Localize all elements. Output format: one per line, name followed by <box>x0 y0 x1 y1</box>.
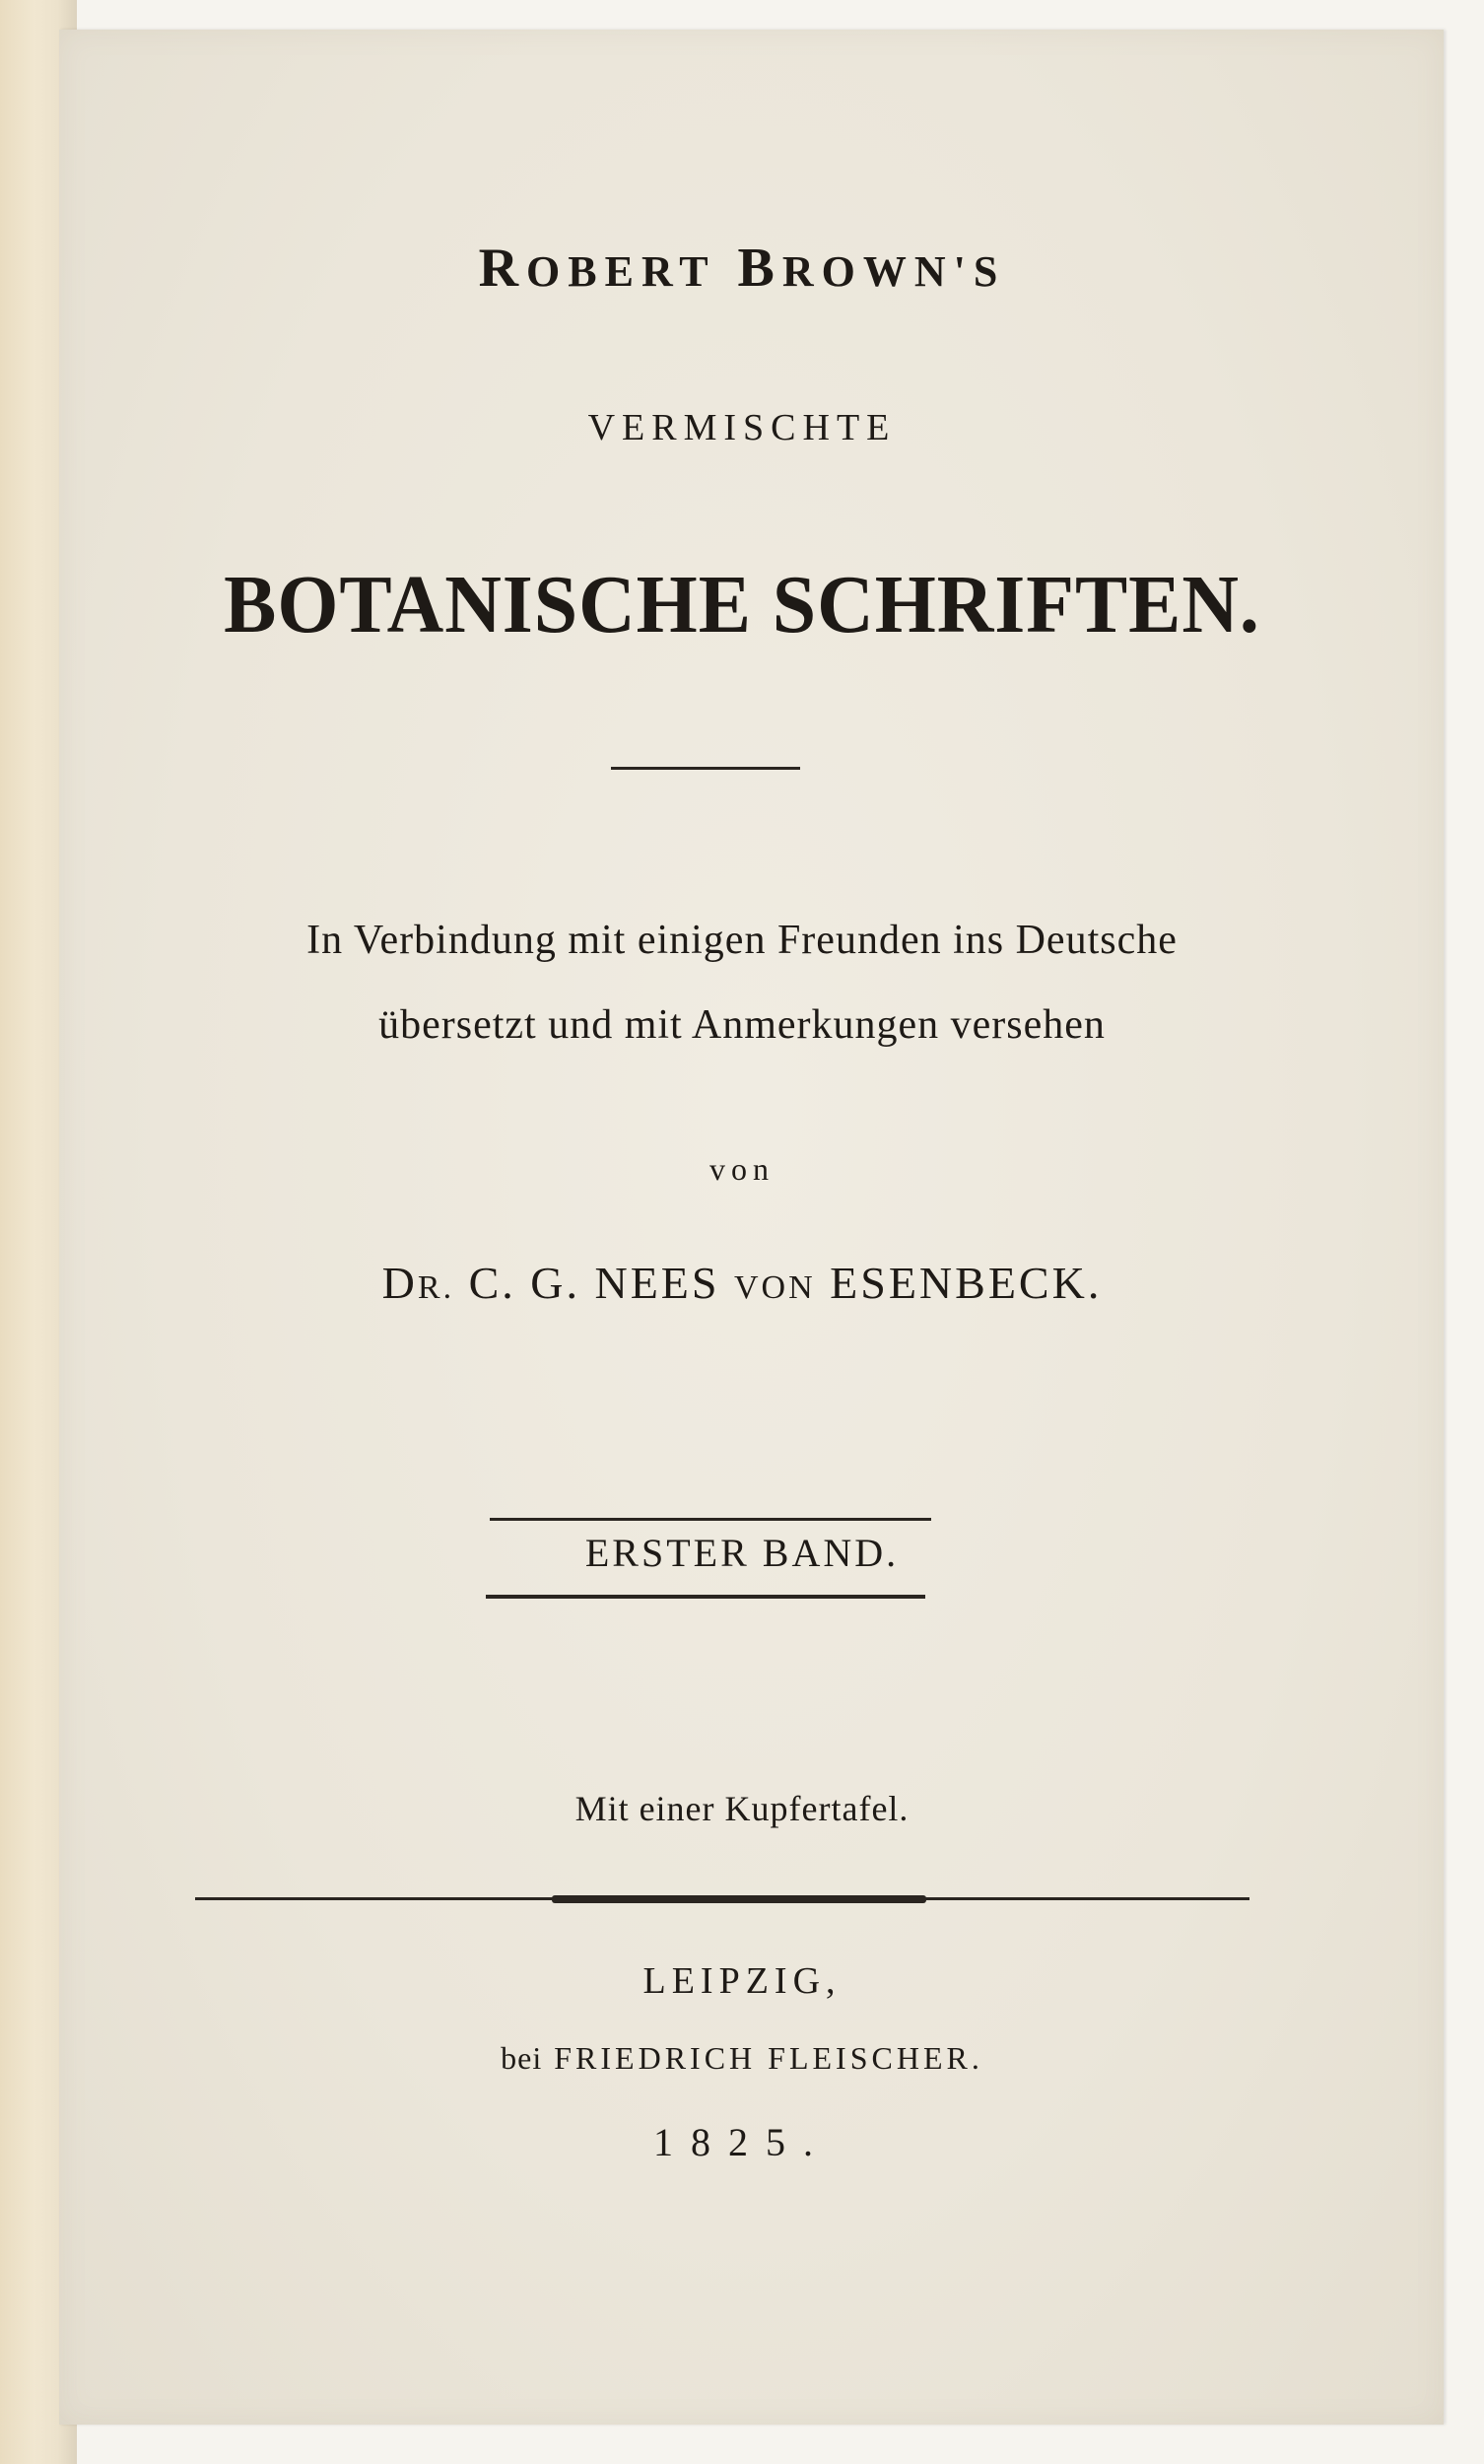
imprint-publisher <box>0 2040 1484 2077</box>
divider-long-bold <box>552 1895 926 1903</box>
divider-volume-bottom <box>486 1595 925 1599</box>
author-heading <box>0 237 1484 300</box>
imprint-city: LEIPZIG, <box>642 1960 842 2002</box>
description-line-2: übersetzt und mit Anmerkungen versehen <box>378 1002 1106 1048</box>
author-first-name-initial: R <box>478 238 527 299</box>
editor-name-part-2: ESENBECK. <box>830 1258 1103 1308</box>
publisher-name: FRIEDRICH FLEISCHER. <box>554 2040 983 2076</box>
editor-name-part-1: NEES <box>594 1258 720 1308</box>
editor-initials: C. G. <box>468 1258 580 1308</box>
volume-label: ERSTER BAND. <box>584 1531 900 1575</box>
editor-name <box>0 1257 1484 1309</box>
publisher-prefix: bei <box>501 2040 543 2076</box>
editor-title-initial: D <box>381 1258 418 1308</box>
editor-name-von: VON <box>733 1269 816 1306</box>
subtitle: VERMISCHTE <box>587 407 897 448</box>
by-line: von <box>709 1151 775 1187</box>
imprint-year: 1825. <box>653 2120 831 2164</box>
divider-volume-top <box>490 1518 931 1521</box>
divider-short <box>611 767 800 770</box>
editor-title-rest: R. <box>417 1269 455 1306</box>
plates-note: Mit einer Kupfertafel. <box>574 1789 910 1828</box>
author-last-name-initial: B <box>737 238 782 299</box>
author-last-name-rest: ROWN'S <box>781 247 1006 296</box>
author-first-name-rest: OBERT <box>526 247 716 296</box>
main-title: BOTANISCHE SCHRIFTEN. <box>224 559 1260 650</box>
description-line-1: In Verbindung mit einigen Freunden ins Deutsche <box>306 918 1178 963</box>
